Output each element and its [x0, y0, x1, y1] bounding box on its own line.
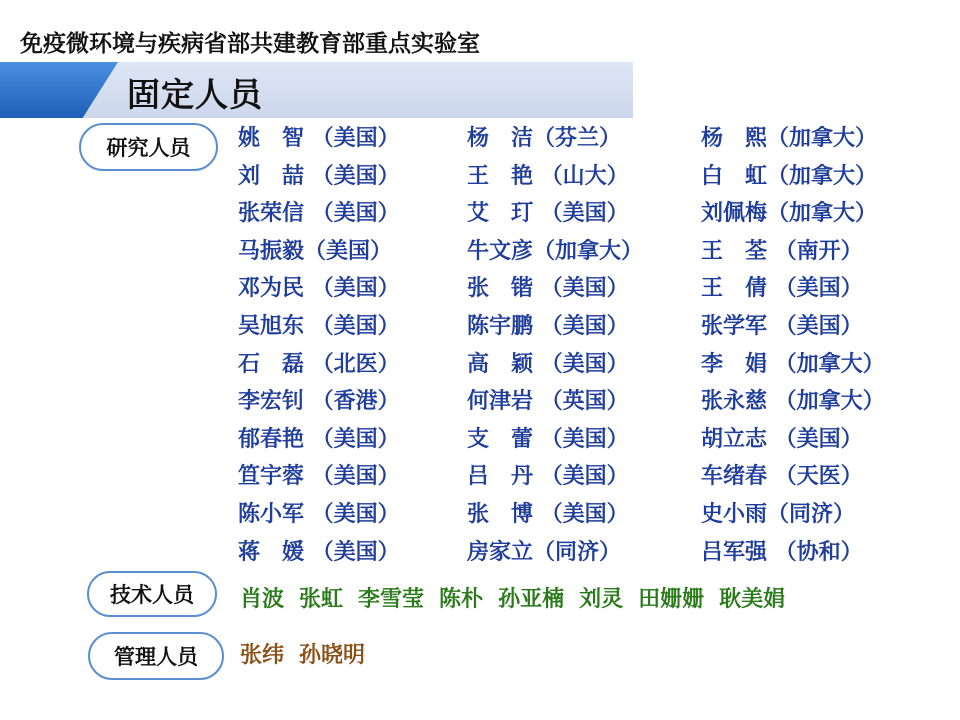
technical-staff-name: 田姗姗: [638, 587, 705, 612]
research-column-2: [467, 123, 643, 574]
technical-staff-name: 肖波: [240, 587, 285, 612]
research-entry: 刘佩梅（加拿大）: [701, 201, 878, 227]
research-entry: 张荣信 （美国）: [238, 201, 400, 227]
research-entry: 王 荃 （南开）: [701, 238, 863, 264]
research-entry: 张学军 （美国）: [701, 313, 863, 339]
research-entry: 吴旭东 （美国）: [238, 313, 400, 339]
technical-staff-name: 李雪莹: [358, 587, 425, 612]
technical-staff-name: 耿美娟: [719, 587, 786, 612]
management-staff-name: 孙晓明: [299, 643, 366, 668]
research-entry: 李 娟 （加拿大）: [701, 351, 885, 377]
banner-title: 固定人员: [127, 75, 263, 114]
technical-staff-names: [240, 582, 800, 613]
management-staff-label: 管理人员: [88, 632, 224, 680]
slide-title: 免疫微环境与疾病省部共建教育部重点实验室: [20, 31, 480, 57]
research-entry: 胡立志 （美国）: [701, 426, 863, 452]
research-entry: 杨 熙（加拿大）: [701, 126, 878, 151]
research-entry: 吕 丹 （美国）: [467, 464, 629, 490]
research-entry: 李宏钊 （香港）: [238, 389, 400, 415]
management-staff-name: 张纬: [240, 643, 285, 668]
research-entry: 马振毅（美国）: [238, 238, 393, 264]
technical-staff-name: 孙亚楠: [498, 587, 565, 612]
research-entry: 房家立（同济）: [467, 539, 622, 565]
research-entry: 石 磊 （北医）: [238, 351, 400, 377]
research-entry: 蒋 媛 （美国）: [238, 539, 400, 565]
section-banner: [0, 62, 633, 118]
technical-staff-name: 刘灵: [579, 587, 624, 612]
research-entry: 刘 喆 （美国）: [238, 163, 400, 189]
research-staff-label: 研究人员: [79, 123, 218, 171]
research-column-3: [701, 123, 885, 574]
research-entry: 白 虹（加拿大）: [701, 163, 878, 189]
research-entry: 陈小军 （美国）: [238, 501, 400, 527]
research-entry: 王 艳 （山大）: [467, 163, 629, 189]
research-entry: 王 倩 （美国）: [701, 276, 863, 302]
research-entry: 车绪春 （天医）: [701, 464, 863, 490]
technical-staff-name: 陈朴: [439, 587, 484, 612]
research-entry: 姚 智 （美国）: [238, 126, 400, 151]
research-entry: 郁春艳 （美国）: [238, 426, 400, 452]
research-entry: 笪宇蓉 （美国）: [238, 464, 400, 490]
research-entry: 高 颖 （美国）: [467, 351, 629, 377]
technical-staff-name: 张虹: [299, 587, 344, 612]
research-entry: 张 锴 （美国）: [467, 276, 629, 302]
research-entry: 张永慈 （加拿大）: [701, 389, 885, 415]
research-entry: 陈宇鹏 （美国）: [467, 313, 629, 339]
research-column-1: [238, 123, 400, 574]
research-entry: 史小雨（同济）: [701, 501, 856, 527]
research-entry: 支 蕾 （美国）: [467, 426, 629, 452]
research-entry: 何津岩 （英国）: [467, 389, 629, 415]
management-staff-names: [240, 638, 380, 669]
research-entry: 艾 玎 （美国）: [467, 201, 629, 227]
research-entry: 牛文彦（加拿大）: [467, 238, 644, 264]
research-entry: 杨 洁（芬兰）: [467, 126, 622, 151]
technical-staff-label: 技术人员: [87, 571, 217, 617]
research-entry: 吕军强 （协和）: [701, 539, 863, 565]
research-entry: 邓为民 （美国）: [238, 276, 400, 302]
research-entry: 张 博 （美国）: [467, 501, 629, 527]
